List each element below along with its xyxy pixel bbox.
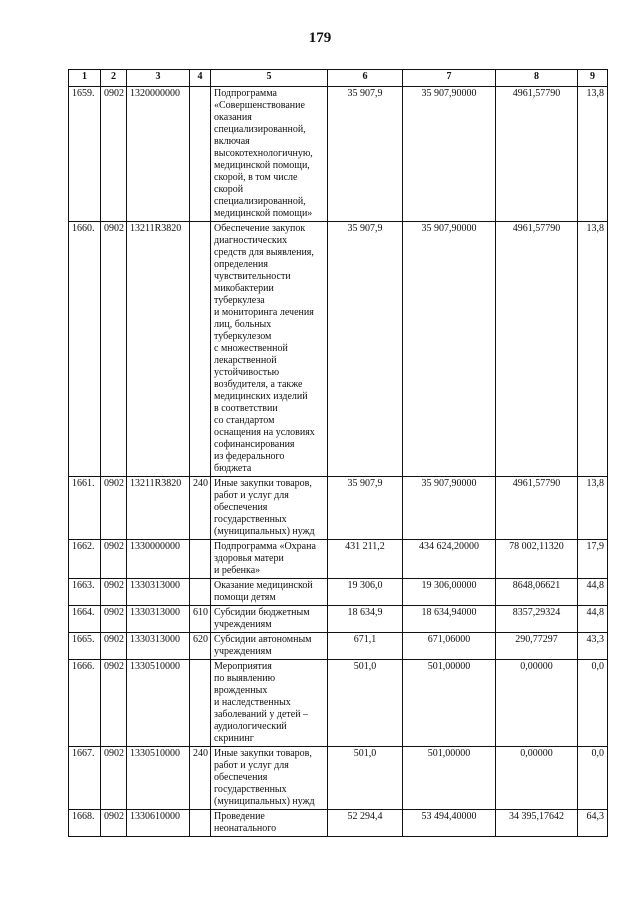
column-header-2: 2 (101, 70, 127, 87)
execution-percent-cell: 0,0 (578, 660, 608, 747)
row-number-cell: 1661. (69, 477, 101, 540)
row-number-cell: 1666. (69, 660, 101, 747)
table-row (69, 747, 608, 810)
column-header-1: 1 (69, 70, 101, 87)
table-row (69, 606, 608, 633)
item-name-cell: Подпрограмма «Совершенствование оказания специализированной, включая высокотехнологичную, медицинской помощи, скорой, в том числе скорой специализированной, медицинской помощи» (211, 87, 328, 222)
table-row (69, 633, 608, 660)
adjusted-amount-cell: 35 907,90000 (403, 477, 496, 540)
table-row (69, 810, 608, 837)
executed-amount-cell: 290,77297 (496, 633, 578, 660)
row-number-cell: 1663. (69, 579, 101, 606)
item-name-cell: Оказание медицинской помощи детям (211, 579, 328, 606)
planned-amount-cell: 35 907,9 (328, 222, 403, 477)
table-row (69, 87, 608, 222)
row-number-cell: 1664. (69, 606, 101, 633)
column-header-6: 6 (328, 70, 403, 87)
execution-percent-cell: 13,8 (578, 477, 608, 540)
target-article-cell: 1330313000 (127, 606, 190, 633)
row-number-cell: 1667. (69, 747, 101, 810)
target-article-cell: 1330313000 (127, 633, 190, 660)
target-article-cell: 1320000000 (127, 87, 190, 222)
expense-type-cell (190, 660, 211, 747)
execution-percent-cell: 44,8 (578, 606, 608, 633)
execution-percent-cell: 13,8 (578, 87, 608, 222)
target-article-cell: 1330510000 (127, 747, 190, 810)
expense-type-cell: 610 (190, 606, 211, 633)
expense-type-cell (190, 810, 211, 837)
executed-amount-cell: 4961,57790 (496, 477, 578, 540)
table-row (69, 579, 608, 606)
section-code-cell: 0902 (101, 222, 127, 477)
adjusted-amount-cell: 501,00000 (403, 747, 496, 810)
executed-amount-cell: 0,00000 (496, 747, 578, 810)
executed-amount-cell: 78 002,11320 (496, 540, 578, 579)
column-header-9: 9 (578, 70, 608, 87)
target-article-cell: 13211R3820 (127, 222, 190, 477)
target-article-cell: 13211R3820 (127, 477, 190, 540)
expense-type-cell (190, 540, 211, 579)
planned-amount-cell: 501,0 (328, 660, 403, 747)
item-name-cell: Подпрограмма «Охрана здоровья матери и ребенка» (211, 540, 328, 579)
expense-type-cell (190, 87, 211, 222)
budget-table (68, 69, 608, 837)
execution-percent-cell: 44,8 (578, 579, 608, 606)
section-code-cell: 0902 (101, 540, 127, 579)
row-number-cell: 1665. (69, 633, 101, 660)
execution-percent-cell: 13,8 (578, 222, 608, 477)
adjusted-amount-cell: 35 907,90000 (403, 87, 496, 222)
adjusted-amount-cell: 434 624,20000 (403, 540, 496, 579)
planned-amount-cell: 18 634,9 (328, 606, 403, 633)
target-article-cell: 1330610000 (127, 810, 190, 837)
executed-amount-cell: 4961,57790 (496, 87, 578, 222)
planned-amount-cell: 671,1 (328, 633, 403, 660)
target-article-cell: 1330313000 (127, 579, 190, 606)
executed-amount-cell: 0,00000 (496, 660, 578, 747)
item-name-cell: Обеспечение закупок диагностических средств для выявления, определения чувствительности микобактерии туберкулеза и мониторинга лечения лиц, больных туберкулезом с множественной лекарственной устойчивостью возбудителя, а также медицинских изделий в соответствии со стандартом оснащения на условиях софинансирования из федерального бюджета (211, 222, 328, 477)
item-name-cell: Проведение неонатального (211, 810, 328, 837)
item-name-cell: Субсидии автономным учреждениям (211, 633, 328, 660)
planned-amount-cell: 501,0 (328, 747, 403, 810)
planned-amount-cell: 52 294,4 (328, 810, 403, 837)
adjusted-amount-cell: 18 634,94000 (403, 606, 496, 633)
expense-type-cell (190, 222, 211, 477)
execution-percent-cell: 64,3 (578, 810, 608, 837)
section-code-cell: 0902 (101, 606, 127, 633)
adjusted-amount-cell: 19 306,00000 (403, 579, 496, 606)
section-code-cell: 0902 (101, 579, 127, 606)
table-row (69, 540, 608, 579)
section-code-cell: 0902 (101, 747, 127, 810)
item-name-cell: Мероприятия по выявлению врожденных и наследственных заболеваний у детей – аудиологический скрининг (211, 660, 328, 747)
section-code-cell: 0902 (101, 87, 127, 222)
column-header-4: 4 (190, 70, 211, 87)
section-code-cell: 0902 (101, 477, 127, 540)
item-name-cell: Иные закупки товаров, работ и услуг для обеспечения государственных (муниципальных) нужд (211, 477, 328, 540)
column-header-5: 5 (211, 70, 328, 87)
expense-type-cell: 620 (190, 633, 211, 660)
expense-type-cell: 240 (190, 477, 211, 540)
column-header-7: 7 (403, 70, 496, 87)
table-body (69, 87, 608, 837)
adjusted-amount-cell: 671,06000 (403, 633, 496, 660)
adjusted-amount-cell: 53 494,40000 (403, 810, 496, 837)
executed-amount-cell: 4961,57790 (496, 222, 578, 477)
item-name-cell: Субсидии бюджетным учреждениям (211, 606, 328, 633)
item-name-cell: Иные закупки товаров, работ и услуг для обеспечения государственных (муниципальных) нужд (211, 747, 328, 810)
adjusted-amount-cell: 501,00000 (403, 660, 496, 747)
planned-amount-cell: 35 907,9 (328, 477, 403, 540)
table-header-row (69, 70, 608, 87)
table-row (69, 660, 608, 747)
planned-amount-cell: 35 907,9 (328, 87, 403, 222)
page-number: 179 (308, 30, 332, 46)
execution-percent-cell: 17,9 (578, 540, 608, 579)
planned-amount-cell: 19 306,0 (328, 579, 403, 606)
column-header-3: 3 (127, 70, 190, 87)
row-number-cell: 1659. (69, 87, 101, 222)
row-number-cell: 1660. (69, 222, 101, 477)
table-row (69, 477, 608, 540)
expense-type-cell (190, 579, 211, 606)
execution-percent-cell: 43,3 (578, 633, 608, 660)
expense-type-cell: 240 (190, 747, 211, 810)
column-header-8: 8 (496, 70, 578, 87)
section-code-cell: 0902 (101, 633, 127, 660)
table-row (69, 222, 608, 477)
planned-amount-cell: 431 211,2 (328, 540, 403, 579)
section-code-cell: 0902 (101, 660, 127, 747)
executed-amount-cell: 34 395,17642 (496, 810, 578, 837)
executed-amount-cell: 8648,06621 (496, 579, 578, 606)
row-number-cell: 1668. (69, 810, 101, 837)
target-article-cell: 1330510000 (127, 660, 190, 747)
target-article-cell: 1330000000 (127, 540, 190, 579)
executed-amount-cell: 8357,29324 (496, 606, 578, 633)
section-code-cell: 0902 (101, 810, 127, 837)
adjusted-amount-cell: 35 907,90000 (403, 222, 496, 477)
row-number-cell: 1662. (69, 540, 101, 579)
execution-percent-cell: 0,0 (578, 747, 608, 810)
